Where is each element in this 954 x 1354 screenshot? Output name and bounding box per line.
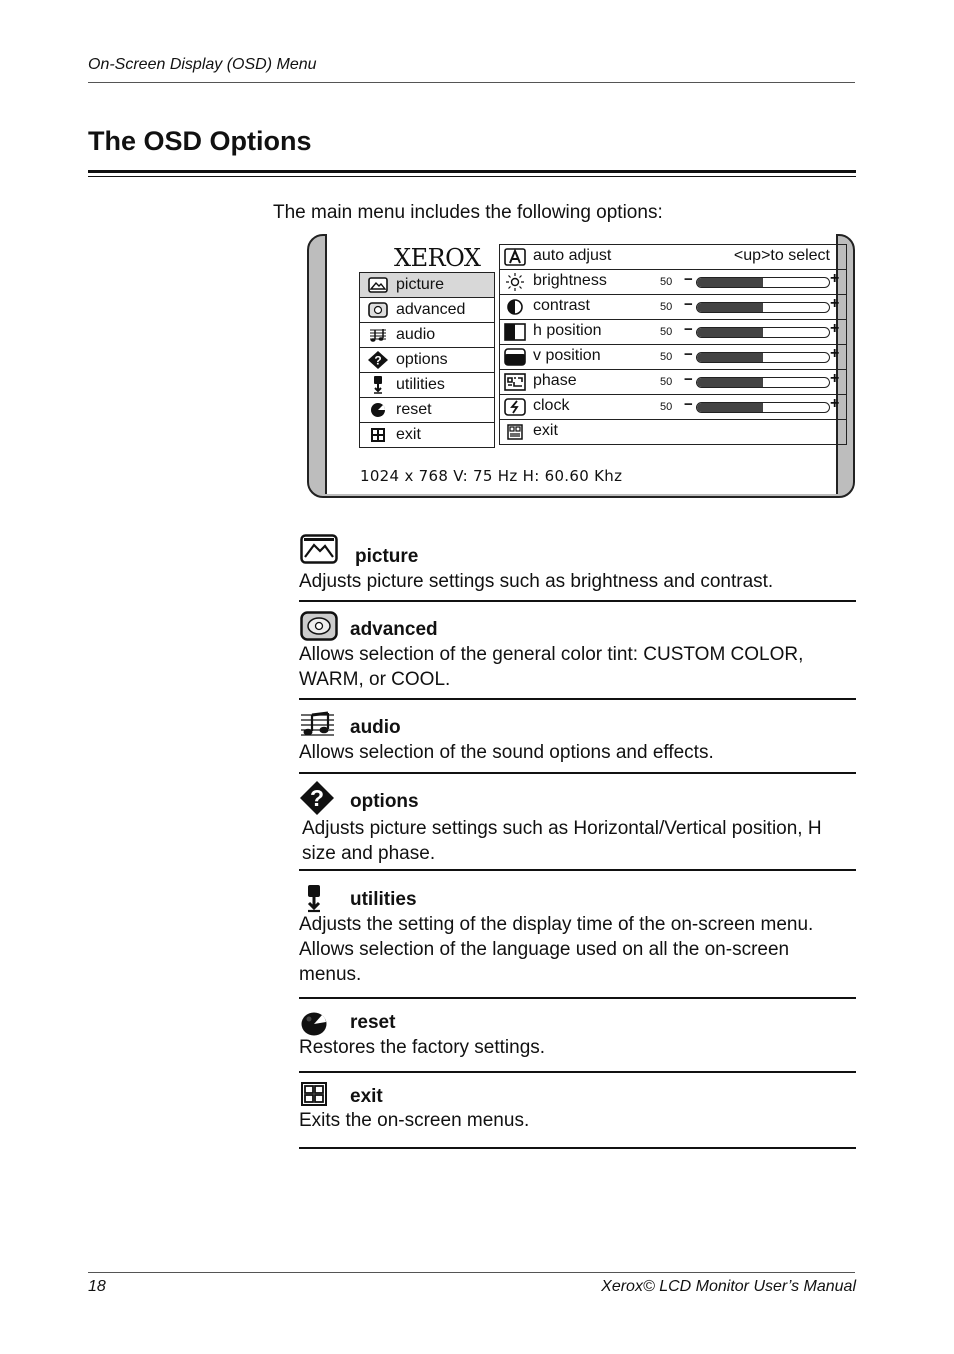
description-title: reset [350, 1012, 396, 1033]
slider-value: 50 [660, 326, 673, 338]
osd-menu-label: options [396, 351, 448, 368]
osd-row-label: phase [533, 372, 577, 389]
slider-fill [697, 378, 763, 387]
page-number: 18 [88, 1278, 106, 1295]
minus-icon[interactable]: − [684, 321, 693, 338]
title-rule-thin [88, 176, 856, 177]
osd-menu-item-audio[interactable] [360, 323, 494, 348]
osd-main-menu [359, 272, 495, 448]
osd-row-contrast[interactable] [500, 295, 846, 320]
description-title: advanced [350, 619, 438, 640]
osd-menu-item-utilities[interactable] [360, 373, 494, 398]
osd-status-line: 1024 x 768 V: 75 Hz H: 60.60 Khz [360, 467, 623, 485]
divider [299, 772, 856, 774]
intro-text: The main menu includes the following options: [273, 202, 663, 223]
brightness-slider[interactable] [696, 277, 830, 288]
osd-menu-item-picture[interactable] [360, 273, 494, 298]
clock-icon [504, 398, 526, 416]
description-title: audio [350, 717, 401, 738]
minus-icon[interactable]: − [684, 396, 693, 413]
description-text: Allows selection of the sound options and effects. [299, 742, 714, 763]
osd-menu-item-reset[interactable] [360, 398, 494, 423]
xerox-logo: XEROX [394, 244, 481, 272]
description-text: Restores the factory settings. [299, 1037, 546, 1058]
contrast-slider[interactable] [696, 302, 830, 313]
description-text: Exits the on-screen menus. [299, 1110, 530, 1131]
osd-row-auto-adjust[interactable] [500, 245, 846, 270]
plus-icon[interactable]: + [830, 395, 840, 412]
options-icon [367, 352, 389, 368]
minus-icon[interactable]: − [684, 296, 693, 313]
v-position-icon [504, 348, 526, 366]
h-position-icon [504, 323, 526, 341]
clock-slider[interactable] [696, 402, 830, 413]
running-head: On-Screen Display (OSD) Menu [88, 56, 317, 73]
brightness-icon [504, 273, 526, 291]
plus-icon[interactable]: + [830, 370, 840, 387]
divider [299, 698, 856, 700]
slider-fill [697, 278, 763, 287]
exit-icon [504, 423, 526, 441]
minus-icon[interactable]: − [684, 371, 693, 388]
description-text: Adjusts picture settings such as Horizontal/Vertical position, H size and phase. [302, 818, 822, 864]
osd-row-label: clock [533, 397, 570, 414]
divider [299, 1071, 856, 1073]
advanced-icon [300, 611, 338, 646]
plus-icon[interactable]: + [830, 320, 840, 337]
osd-row-label: exit [533, 422, 558, 439]
divider [299, 869, 856, 871]
osd-menu-item-exit[interactable] [360, 423, 494, 447]
osd-menu-illustration [307, 234, 855, 498]
description-title: exit [350, 1086, 383, 1107]
audio-icon [367, 327, 389, 343]
advanced-icon [367, 302, 389, 318]
osd-row-label: v position [533, 347, 601, 364]
description-title: picture [355, 546, 419, 567]
slider-value: 50 [660, 276, 673, 288]
osd-menu-item-advanced[interactable] [360, 298, 494, 323]
osd-row-exit[interactable] [500, 420, 846, 444]
picture-icon [367, 277, 389, 293]
footer-rule [88, 1272, 855, 1273]
picture-icon [300, 534, 338, 569]
reset-icon [367, 402, 389, 418]
description-text: Allows selection of the general color tint: CUSTOM COLOR, WARM, or COOL. [299, 644, 804, 690]
plus-icon[interactable]: + [830, 345, 840, 362]
slider-value: 50 [660, 301, 673, 313]
osd-menu-item-options[interactable] [360, 348, 494, 373]
divider [299, 600, 856, 602]
header-rule [88, 82, 855, 83]
osd-select-hint: <up>to select [733, 247, 830, 264]
osd-row-label: auto adjust [533, 247, 612, 264]
slider-fill [697, 403, 763, 412]
description-title: utilities [350, 889, 417, 910]
v-position-slider[interactable] [696, 352, 830, 363]
contrast-icon [504, 298, 526, 316]
osd-menu-label: utilities [396, 376, 445, 393]
exit-icon [367, 427, 389, 443]
minus-icon[interactable]: − [684, 271, 693, 288]
phase-icon [504, 373, 526, 391]
slider-value: 50 [660, 351, 673, 363]
plus-icon[interactable]: + [830, 295, 840, 312]
divider [299, 1147, 856, 1149]
osd-row-v-position[interactable] [500, 345, 846, 370]
osd-screen [325, 234, 838, 494]
osd-picture-submenu [499, 244, 847, 445]
osd-row-label: contrast [533, 297, 590, 314]
options-icon [300, 781, 334, 820]
osd-row-brightness[interactable] [500, 270, 846, 295]
description-title: options [350, 791, 419, 812]
osd-menu-label: advanced [396, 301, 466, 318]
slider-value: 50 [660, 376, 673, 388]
phase-slider[interactable] [696, 377, 830, 388]
slider-value: 50 [660, 401, 673, 413]
osd-row-clock[interactable] [500, 395, 846, 420]
exit-icon [301, 1082, 327, 1111]
osd-menu-label: picture [396, 276, 445, 293]
osd-menu-label: reset [396, 401, 432, 418]
osd-row-label: brightness [533, 272, 607, 289]
svg-text:?: ? [309, 785, 325, 811]
osd-row-h-position[interactable] [500, 320, 846, 345]
page-title: The OSD Options [88, 126, 312, 156]
auto-adjust-icon [504, 248, 526, 266]
manual-title: Xerox© LCD Monitor User’s Manual [601, 1278, 856, 1295]
plus-icon[interactable]: + [830, 270, 840, 287]
description-text: Adjusts picture settings such as brightness and contrast. [299, 571, 774, 592]
divider [299, 997, 856, 999]
svg-text:?: ? [374, 353, 382, 368]
utilities-icon [367, 377, 389, 393]
minus-icon[interactable]: − [684, 346, 693, 363]
title-rule-thick [88, 170, 856, 173]
slider-fill [697, 303, 763, 312]
slider-fill [697, 328, 763, 337]
osd-menu-label: exit [396, 426, 421, 443]
slider-fill [697, 353, 763, 362]
osd-row-phase[interactable] [500, 370, 846, 395]
osd-row-label: h position [533, 322, 602, 339]
osd-menu-label: audio [396, 326, 436, 343]
description-text: Adjusts the setting of the display time of the on-screen menu. Allows selection of the language used on all the on-screen menus. [299, 914, 814, 985]
h-position-slider[interactable] [696, 327, 830, 338]
